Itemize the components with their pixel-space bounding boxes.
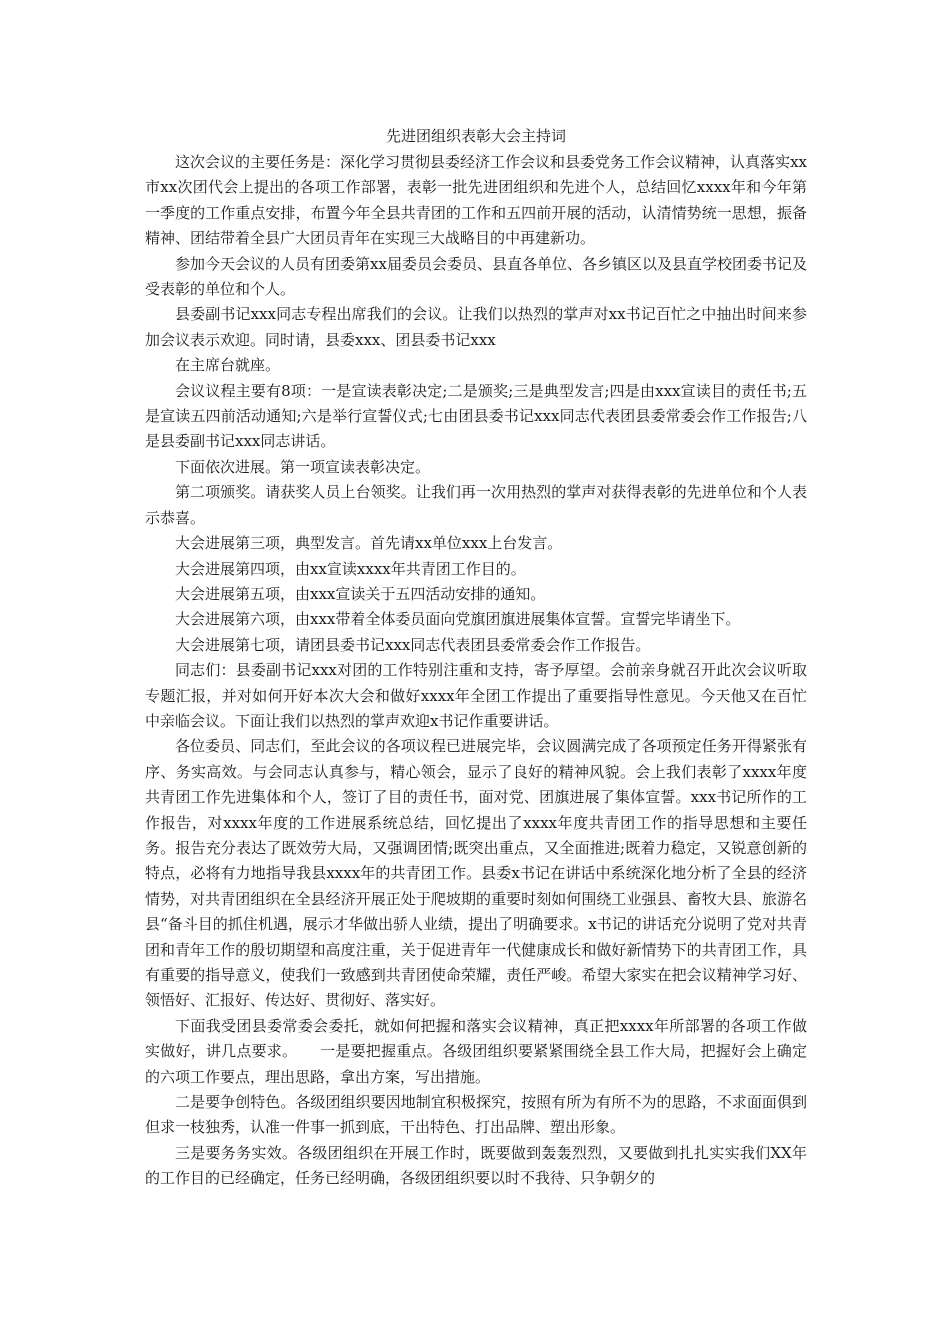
paragraph: 下面依次进展。第一项宣读表彰决定。 [175, 457, 431, 476]
document-page [145, 124, 807, 1192]
paragraph: 大会进展第七项，请团县委书记xxx同志代表团县委常委会作工作报告。 [175, 635, 651, 654]
paragraph: 二是要争创特色。各级团组织要因地制宜积极探究，按照有所为有所不为的思路，不求面面俱到但求一枝独秀，认准一件事一抓到底，干出特色、打出品牌、塑出形象。 [145, 1093, 807, 1137]
paragraph: 第二项颁奖。请获奖人员上台领奖。让我们再一次用热烈的掌声对获得表彰的先进单位和个人表示恭喜。 [145, 483, 807, 527]
paragraph: 大会进展第三项，典型发言。首先请xx单位xxx上台发言。 [175, 534, 563, 553]
paragraph: 各位委员、同志们，至此会议的各项议程已进展完毕，会议圆满完成了各项预定任务开得紧张有序、务实高效。与会同志认真参与，精心领会，显示了良好的精神风貌。会上我们表彰了xxxx年度共青团工作先进集体和个人，签订了目的责任书，面对党、团旗进展了集体宣誓。xxx书记所作的工作报告，对xxxx年度的工作进展系统总结，回忆提出了xxxx年度共青团工作的指导思想和主要任务。报告充分表达了既效劳大局，又强调团情;既突出重点，又全面推进;既着力稳定，又锐意创新的特点，必将有力地指导我县xxxx年的共青团工作。县委x书记在讲话中系统深化地分析了全县的经济情势，对共青团组织在全县经济开展正处于爬坡期的重要时刻如何围绕工业强县、畜牧大县、旅游名县“备斗目的抓住机遇，展示才华做出骄人业绩，提出了明确要求。x书记的讲话充分说明了党对共青团和青年工作的殷切期望和高度注重，关于促进青年一代健康成长和做好新情势下的共青团工作，具有重要的指导意义，使我们一致感到共青团使命荣耀，责任严峻。希望大家实在把会议精神学习好、领悟好、汇报好、传达好、贯彻好、落实好。 [145, 737, 807, 1010]
paragraph: 参加今天会议的人员有团委第xx届委员会委员、县直各单位、各乡镇区以及县直学校团委书记及受表彰的单位和个人。 [145, 254, 807, 299]
paragraph: 下面我受团县委常委会委托，就如何把握和落实会议精神，真正把xxxx年所部署的各项工作做实做好，讲几点要求。 一是要把握重点。各级团组织要紧紧围绕全县工作大局，把握好会上确定的六项工作要点，理出思路，拿出方案，写出措施。 [145, 1016, 807, 1086]
paragraph: 县委副书记xxx同志专程出席我们的会议。让我们以热烈的掌声对xx书记百忙之中抽出时间来参加会议表示欢迎。同时请，县委xxx、团县委书记xxx [145, 305, 807, 349]
document-title: 先进团组织表彰大会主持词 [385, 127, 566, 145]
paragraph: 在主席台就座。 [175, 356, 281, 375]
paragraph: 同志们：县委副书记xxx对团的工作特别注重和支持，寄予厚望。会前亲身就召开此次会议听取专题汇报，并对如何开好本次大会和做好xxxx年全团工作提出了重要指导性意见。今天他又在百忙中亲临会议。下面让我们以热烈的掌声欢迎x书记作重要讲话。 [145, 661, 807, 730]
paragraph: 大会进展第四项，由xx宣读xxxx年共青团工作目的。 [175, 559, 526, 578]
paragraph: 三是要务务实效。各级团组织在开展工作时，既要做到轰轰烈烈，又要做到扎扎实实我们XX年的工作目的已经确定，任务已经明确，各级团组织要以时不我待、只争朝夕的 [145, 1143, 807, 1188]
paragraph: 大会进展第五项，由xxx宣读关于五四活动安排的通知。 [175, 584, 546, 603]
paragraph: 会议议程主要有8项：一是宣读表彰决定;二是颁奖;三是典型发言;四是由xxx宣读目的责任书;五是宣读五四前活动通知;六是举行宣誓仪式;七由团县委书记xxx同志代表团县委常委会作工作报告;八是县委副书记xxx同志讲话。 [145, 381, 807, 451]
paragraph: 这次会议的主要任务是：深化学习贯彻县委经济工作会议和县委党务工作会议精神，认真落实xx市xx次团代会上提出的各项工作部署，表彰一批先进团组织和先进个人，总结回忆xxxx年和今年第一季度的工作重点安排，布置今年全县共青团的工作和五四前开展的活动，认清情势统一思想，振备精神、团结带着全县广大团员青年在实现三大战略目的中再建新功。 [145, 153, 807, 248]
paragraph: 大会进展第六项，由xxx带着全体委员面向党旗团旗进展集体宣誓。宣誓完毕请坐下。 [175, 610, 741, 629]
